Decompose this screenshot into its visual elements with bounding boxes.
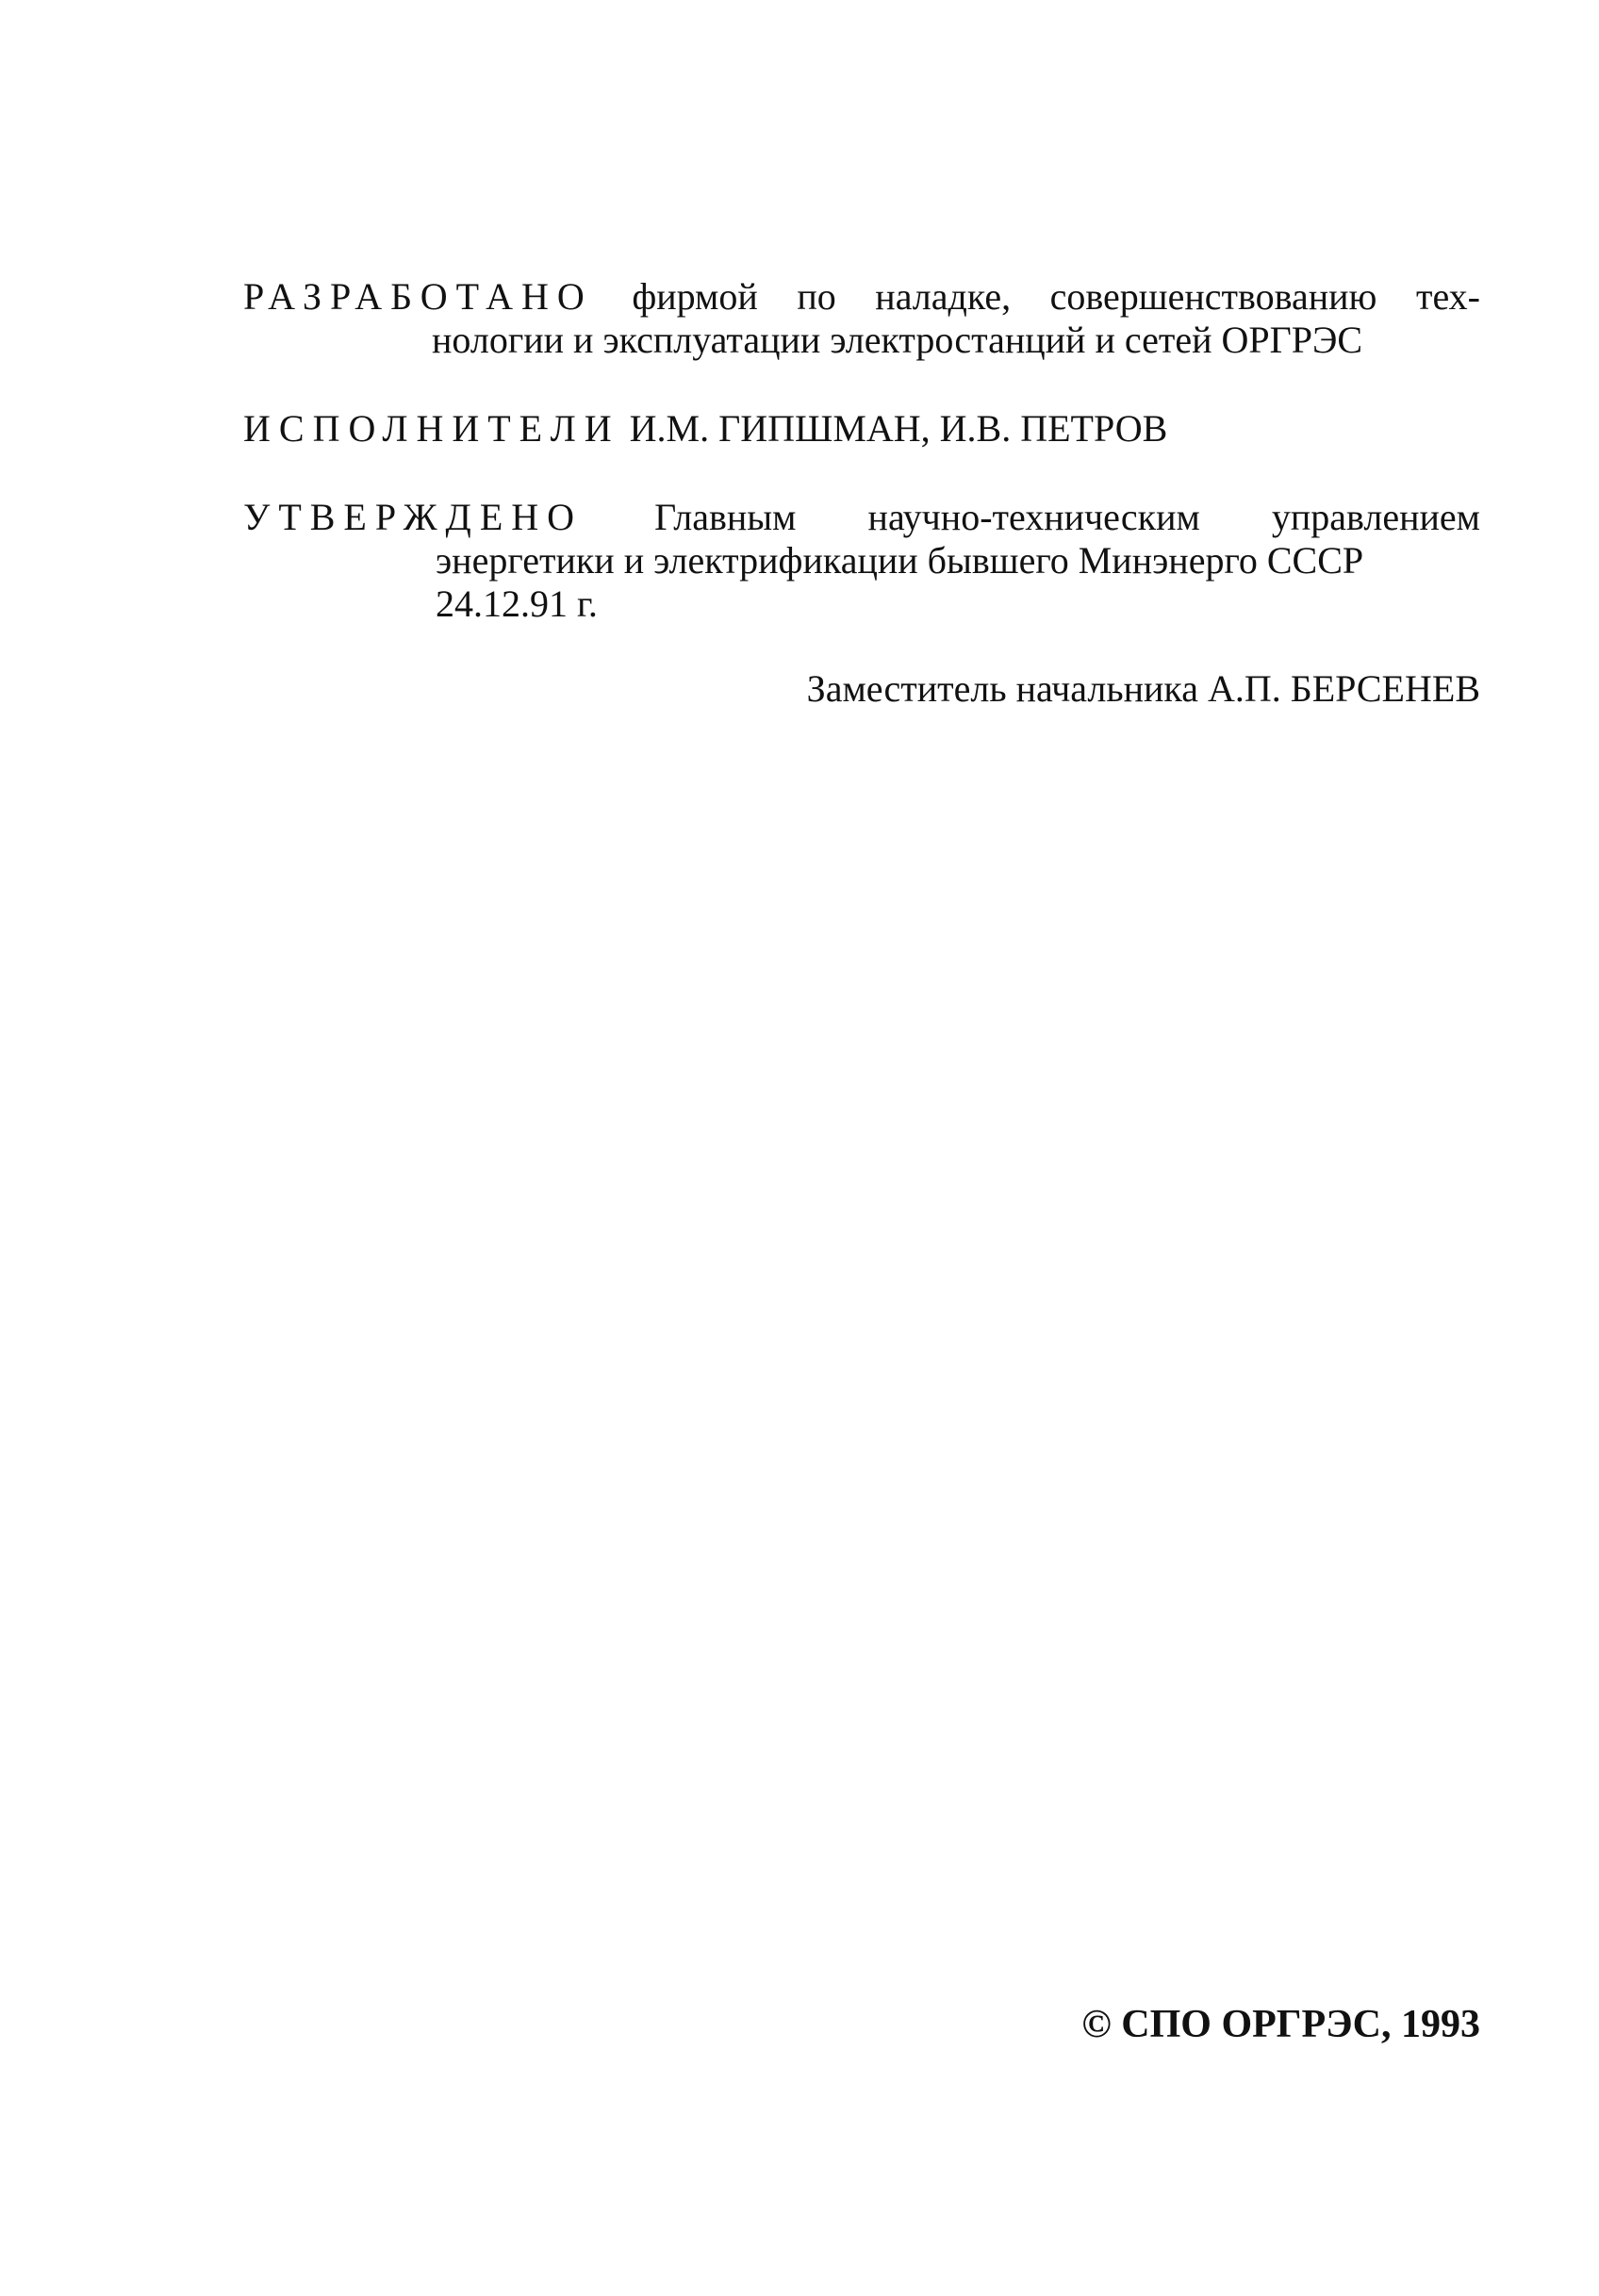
approved-date: 24.12.91 г.: [436, 582, 598, 625]
developed-first-line: [243, 275, 1480, 319]
approved-label: УТВЕРЖДЕНО: [243, 496, 584, 538]
developed-text-line2: нологии и эксплуатации электростанций и сетей ОРГРЭС: [432, 319, 1363, 361]
executors-entry: [243, 407, 1480, 451]
approved-first-line: [243, 496, 1480, 539]
signatory-line: Заместитель начальника А.П. БЕРСЕНЕВ: [806, 667, 1480, 710]
approved-text-line1: Главным научно-техническим управлением: [654, 496, 1480, 538]
developed-text-line1: фирмой по наладке, совершенствованию тех-: [632, 275, 1480, 318]
developed-label: РАЗРАБОТАНО: [243, 275, 593, 318]
approved-entry: [243, 496, 1480, 626]
approved-text-line2: энергетики и электрификации бывшего Минэнерго СССР: [436, 539, 1364, 582]
executors-names: И.М. ГИПШМАН, И.В. ПЕТРОВ: [629, 407, 1168, 450]
copyright-notice: © СПО ОРГРЭС, 1993: [1081, 2003, 1480, 2046]
executors-label: ИСПОЛНИТЕЛИ: [243, 407, 620, 450]
developed-entry: [243, 275, 1480, 362]
